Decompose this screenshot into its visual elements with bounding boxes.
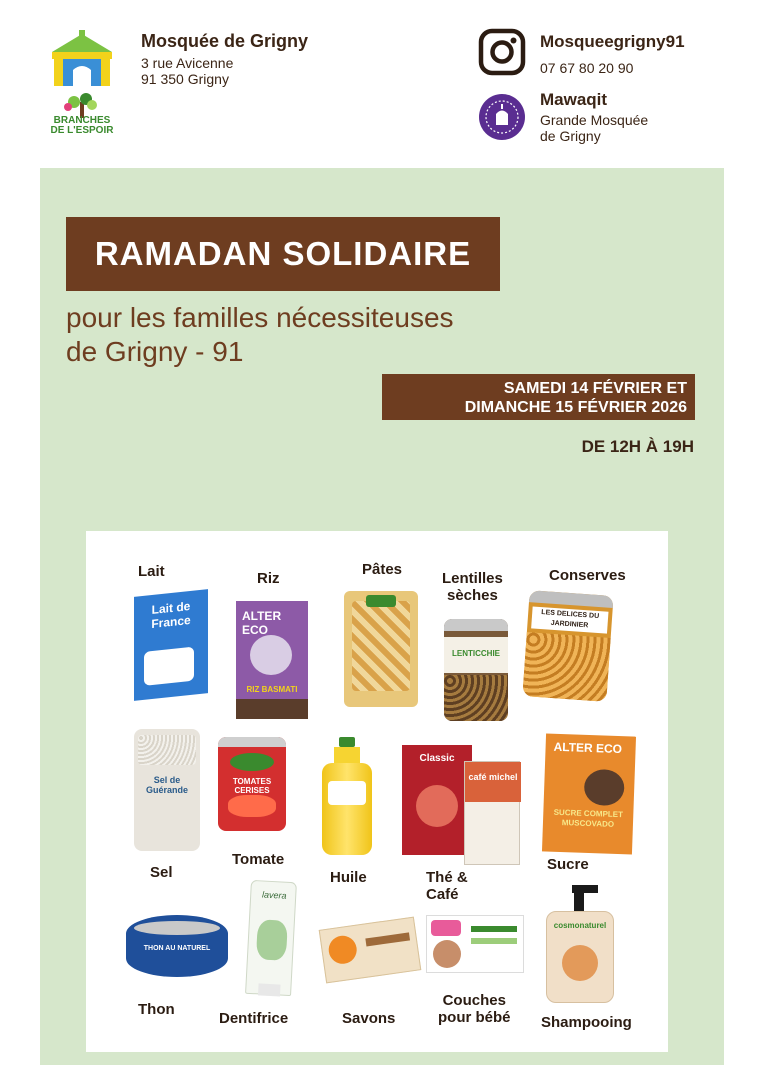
sugar-bag-image xyxy=(542,733,636,854)
tea-box-text: Classic xyxy=(419,753,455,764)
diapers-pack-image xyxy=(426,915,524,973)
event-date-line1: SAMEDI 14 FÉVRIER ET xyxy=(503,380,687,397)
shampoo-bottle-image xyxy=(542,885,618,1003)
mawaqit-subtitle-line1: Grande Mosquée xyxy=(540,112,649,128)
label-the-cafe xyxy=(426,869,468,903)
products-card xyxy=(86,531,668,1052)
shampoo-bottle-text: cosmonaturel xyxy=(553,921,607,930)
event-hours: DE 12H À 19H xyxy=(581,437,694,456)
mosque-logo-icon xyxy=(46,30,118,88)
toothpaste-tube-text: lavera xyxy=(261,889,287,901)
tea-box-image xyxy=(402,745,472,855)
label-lentilles-line2: sèches xyxy=(446,587,498,604)
label-thon: Thon xyxy=(138,1001,175,1018)
phone-number[interactable]: 07 67 80 20 90 xyxy=(540,60,634,76)
sugar-bag-brand: ALTER ECO xyxy=(553,739,623,757)
oil-bottle-image xyxy=(322,737,372,855)
mawaqit-icon[interactable] xyxy=(479,94,525,140)
label-the-cafe-line2: Café xyxy=(426,886,459,903)
instagram-icon[interactable] xyxy=(478,28,526,76)
label-couches-line2: pour bébé xyxy=(438,1009,511,1026)
label-savons: Savons xyxy=(342,1010,396,1027)
label-the-cafe-line1: Thé & xyxy=(426,869,468,886)
chickpeas-can-image xyxy=(522,590,613,702)
rice-box-image xyxy=(236,601,308,719)
label-lentilles-line1: Lentilles xyxy=(442,570,503,587)
org-name: Mosquée de Grigny xyxy=(141,31,309,51)
label-shampooing: Shampooing xyxy=(541,1014,632,1031)
address-line1: 3 rue Avicenne xyxy=(141,55,234,71)
label-pates: Pâtes xyxy=(362,561,403,578)
lentils-can-image xyxy=(444,619,508,721)
address-line2: 91 350 Grigny xyxy=(141,71,229,87)
label-lait: Lait xyxy=(138,563,165,580)
label-couches xyxy=(438,992,511,1026)
label-riz: Riz xyxy=(257,570,280,587)
lentils-can-text: LENTICCHIE xyxy=(452,649,500,658)
label-sucre: Sucre xyxy=(547,856,589,873)
branches-logo-line1: BRANCHES xyxy=(53,115,111,126)
event-subtitle-line2: de Grigny - 91 xyxy=(66,336,244,367)
sugar-bag-name: SUCRE COMPLET MUSCOVADO xyxy=(553,807,624,829)
label-dentifrice: Dentifrice xyxy=(219,1010,289,1027)
milk-carton-text: Lait de France xyxy=(151,598,191,632)
mawaqit-subtitle-line2: de Grigny xyxy=(540,128,601,144)
label-couches-line1: Couches xyxy=(442,992,506,1009)
label-tomate: Tomate xyxy=(232,851,285,868)
milk-carton-image xyxy=(134,589,208,701)
tuna-can-text: THON AU NATUREL xyxy=(143,945,211,952)
page-header xyxy=(0,0,764,168)
rice-box-brand: ALTER ECO xyxy=(242,609,282,637)
event-subtitle-line1: pour les familles nécessiteuses xyxy=(66,302,454,333)
soap-box-image xyxy=(319,917,422,984)
toothpaste-tube-image xyxy=(245,880,297,996)
tomato-can-image xyxy=(218,737,286,831)
event-date-box xyxy=(382,374,695,420)
branches-espoir-logo xyxy=(46,92,118,142)
event-title: RAMADAN SOLIDAIRE xyxy=(94,235,472,272)
label-lentilles xyxy=(442,570,503,604)
coffee-bag-image xyxy=(464,761,520,865)
mawaqit-name[interactable]: Mawaqit xyxy=(540,90,608,109)
salt-bag-image xyxy=(134,729,200,851)
tuna-can-image xyxy=(126,915,228,977)
event-title-box xyxy=(66,217,500,291)
pasta-bag-image xyxy=(344,591,418,707)
chickpeas-can-text: LES DELICES DU JARDINIER xyxy=(531,606,608,633)
salt-bag-text: Sel de Guérande xyxy=(145,775,188,795)
rice-box-name: RIZ BASMATI xyxy=(246,685,298,694)
label-huile: Huile xyxy=(330,869,367,886)
label-conserves: Conserves xyxy=(549,567,626,584)
tomato-can-text: TOMATES CERISES xyxy=(232,777,272,795)
event-date-line2: DIMANCHE 15 FÉVRIER 2026 xyxy=(464,399,687,416)
label-sel: Sel xyxy=(150,864,173,881)
instagram-handle[interactable]: Mosqueegrigny91 xyxy=(540,32,685,51)
coffee-bag-text: café michel xyxy=(468,772,518,782)
branches-logo-line2: DE L'ESPOIR xyxy=(50,125,114,136)
